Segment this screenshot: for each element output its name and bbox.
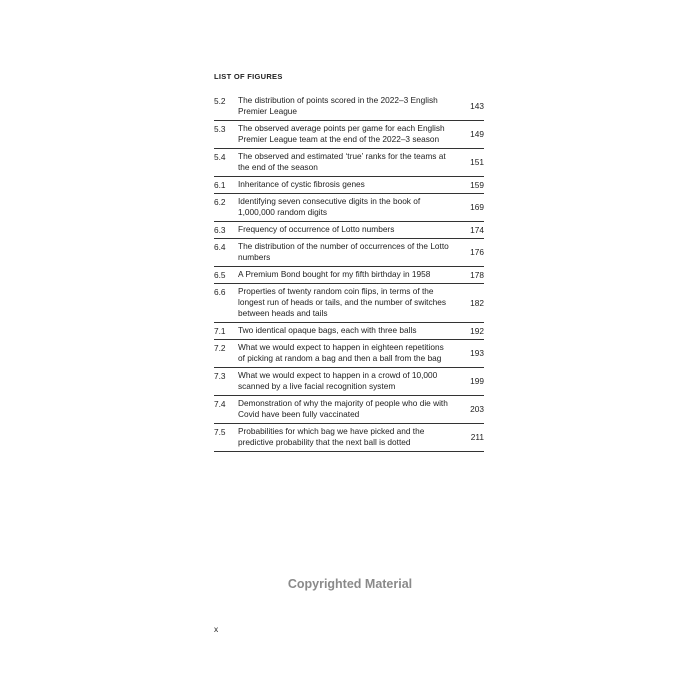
section-title: LIST OF FIGURES — [214, 72, 283, 81]
figure-number: 6.1 — [214, 180, 226, 190]
figure-entry — [214, 194, 484, 222]
figure-caption: A Premium Bond bought for my fifth birthday in 1958 — [238, 269, 431, 279]
figure-number: 6.3 — [214, 225, 226, 235]
page-number: x — [214, 624, 219, 634]
figure-number: 7.4 — [214, 399, 226, 409]
figure-page-number: 199 — [470, 376, 484, 386]
figure-page-number: 193 — [470, 348, 484, 358]
figure-list — [214, 93, 484, 452]
figure-entry — [214, 267, 484, 284]
figure-page-number: 211 — [470, 432, 484, 442]
figure-entry — [214, 340, 484, 368]
figure-entry — [214, 323, 484, 340]
figure-page-number: 182 — [470, 297, 484, 308]
figure-entry — [214, 284, 484, 323]
figure-number: 7.5 — [214, 427, 226, 437]
figure-number: 7.3 — [214, 371, 226, 381]
figure-page-number: 169 — [470, 202, 484, 212]
figure-caption: Properties of twenty random coin flips, in terms of the longest run of heads or tails, and the number of switches between heads and tails — [238, 286, 447, 318]
figure-caption: Two identical opaque bags, each with three balls — [238, 325, 417, 335]
figure-page-number: 203 — [470, 404, 484, 414]
figure-caption: Frequency of occurrence of Lotto numbers — [238, 224, 395, 234]
figure-entry — [214, 424, 484, 452]
figure-entry — [214, 93, 484, 121]
figure-page-number: 192 — [470, 325, 484, 336]
figure-number: 6.2 — [214, 197, 226, 207]
figure-caption: The distribution of the number of occurrences of the Lotto numbers — [238, 241, 449, 262]
figure-caption: Identifying seven consecutive digits in the book of 1,000,000 random digits — [238, 196, 421, 217]
figure-number: 5.3 — [214, 124, 226, 134]
figure-number: 6.4 — [214, 242, 226, 252]
figure-entry — [214, 149, 484, 177]
figure-number: 7.1 — [214, 326, 226, 336]
figure-page-number: 159 — [470, 179, 484, 190]
figure-page-number: 178 — [470, 269, 484, 280]
figure-caption: The observed average points per game for each English Premier League team at the end of the 2022–3 season — [238, 123, 445, 144]
figure-caption: Demonstration of why the majority of people who die with Covid have been fully vaccinated — [238, 398, 448, 419]
figure-entry — [214, 222, 484, 239]
figure-caption: What we would expect to happen in eighteen repetitions of picking at random a bag and then a ball from the bag — [238, 342, 444, 363]
figure-entry — [214, 177, 484, 194]
figure-number: 5.2 — [214, 96, 226, 106]
figure-page-number: 143 — [470, 101, 484, 111]
figure-caption: The distribution of points scored in the 2022–3 English Premier League — [238, 95, 438, 116]
figure-caption: Inheritance of cystic fibrosis genes — [238, 179, 365, 189]
figure-caption: What we would expect to happen in a crowd of 10,000 scanned by a live facial recognition system — [238, 370, 438, 391]
figure-caption: The observed and estimated ‘true’ ranks for the teams at the end of the season — [238, 151, 446, 172]
figure-number: 6.6 — [214, 287, 226, 297]
figure-entry — [214, 239, 484, 267]
figure-number: 6.5 — [214, 270, 226, 280]
figure-entry — [214, 368, 484, 396]
figure-page-number: 149 — [470, 129, 484, 139]
figure-page-number: 174 — [470, 224, 484, 235]
figure-caption: Probabilities for which bag we have picked and the predictive probability that the next ball is dotted — [238, 426, 425, 447]
copyright-watermark: Copyrighted Material — [287, 577, 413, 591]
figure-number: 7.2 — [214, 343, 226, 353]
figure-page-number: 151 — [470, 157, 484, 167]
figure-page-number: 176 — [470, 247, 484, 257]
figure-entry — [214, 121, 484, 149]
figure-entry — [214, 396, 484, 424]
figure-number: 5.4 — [214, 152, 226, 162]
